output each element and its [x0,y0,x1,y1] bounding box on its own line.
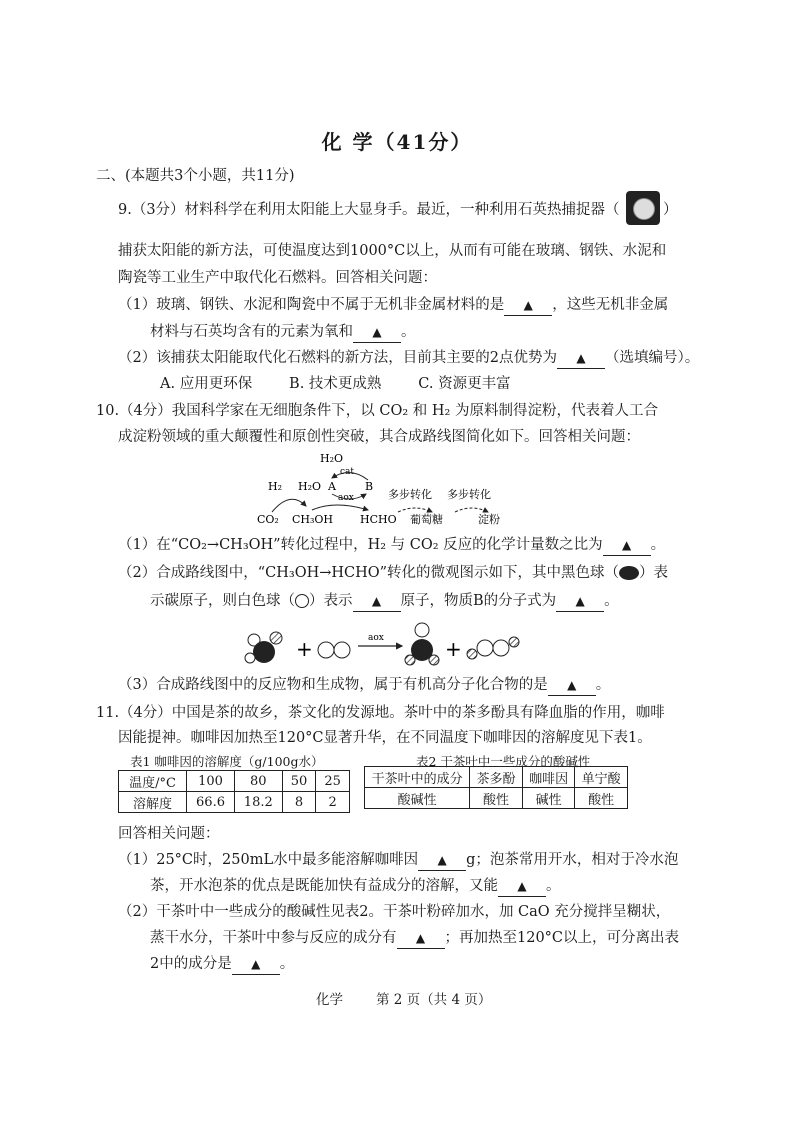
blank-marker: ▲ [372,325,382,339]
q11-part2-line3 [150,954,294,975]
q10-p2-text5: 原子，物质B的分子式为 [400,593,557,609]
diagram-arrow-step1 [398,508,432,512]
q10-part2-line2 [150,591,619,612]
q10-p2-text: （2）合成路线图中，“CH₃OH→HCHO”转化的微观图示如下，其中黑色球（ [118,565,620,581]
blank-marker: ▲ [523,298,533,312]
blank-marker: ▲ [251,957,261,971]
q9-p1-text3: 材料与石英均含有的元素为氧和 [150,324,353,340]
carbon-atom-icon [619,566,639,580]
micro-aox-label: aox [368,633,384,643]
table-cell: 100 [187,771,235,792]
q10-p2-text4: ）表示 [309,593,353,609]
q11-part2-line1: （2）干茶叶中一些成分的酸碱性见表2。干茶叶粉碎加水，加 CaO 充分搅拌呈糊状， [118,904,671,920]
q9-p1-text2: ，这些无机非金属 [552,297,669,313]
q11-answer-intro: 回答相关问题： [118,826,220,842]
diagram-step2: 多步转化 [447,488,491,501]
diagram-starch: 淀粉 [478,513,500,526]
diagram-aox: aox [338,493,354,503]
q9-p1-text4: 。 [401,324,416,340]
q11-p1-text2: g；泡茶常用开水，相对于冷水泡 [466,852,679,868]
q11-line2: 因能提神。咖啡因加热至120°C显著升华，在不同温度下咖啡因的溶解度见下表1。 [118,730,652,746]
q10-p3-text2: 。 [595,677,611,693]
table-row [365,788,628,809]
q10-p3-text: （3）合成路线图中的反应物和生成物，属于有机高分子化合物的是 [118,677,548,693]
q10-p2-text6: 。 [604,593,619,609]
q10-p2-text3: 示碳原子，则白色球（ [150,593,295,609]
white-atom-icon [295,594,309,608]
blank-marker: ▲ [567,678,577,692]
answer-blank[interactable] [557,348,605,369]
q11-part1-line1 [118,850,678,871]
q10-p1-text: （1）在“CO₂→CH₃OH”转化过程中，H₂ 与 CO₂ 反应的化学计量数之比为 [118,537,603,553]
q9-options: A. 应用更环保 B. 技术更成熟 C. 资源更丰富 [160,376,511,392]
table-cell: 2 [316,792,350,813]
q11-p2-text4: 。 [279,956,295,972]
table-cell: 80 [234,771,282,792]
q9-line1: 9.（3分）材料科学在利用太阳能上大显身手。最近，一种利用石英热捕捉器（ [118,202,620,218]
table-cell: 干茶叶中的成分 [365,767,470,788]
table1-caption: 表1 咖啡因的溶解度（g/100g水） [130,754,324,769]
diagram-arrow-co2 [272,499,306,512]
q10-line1: 10.（4分）我国科学家在无细胞条件下，以 CO₂ 和 H₂ 为原料制得淀粉，代表着人工合 [96,403,658,419]
diagram-a: A [328,480,336,493]
q9-part1-line1 [118,295,668,316]
q9-p2-text2: （选填编号）。 [604,350,700,366]
diagram-h2o-top: H₂O [320,452,344,465]
diagram-glucose: 葡萄糖 [410,513,443,526]
blank-marker: ▲ [575,594,585,608]
table-cell: 8 [282,792,316,813]
q9-line1-end: ） [663,202,678,218]
q11-part1-line2 [150,876,561,897]
diagram-step1: 多步转化 [388,488,432,501]
table-cell: 25 [316,771,350,792]
table-cell: 茶多酚 [470,767,523,788]
answer-blank[interactable] [498,876,546,897]
table-cell: 66.6 [187,792,235,813]
blank-marker: ▲ [576,351,586,365]
table-row [119,792,350,813]
q11-p1-text4: 。 [546,878,561,894]
blank-marker: ▲ [415,931,426,945]
q10-line2: 成淀粉领域的重大颠覆性和原创性突破，其合成路线图简化如下。回答相关问题： [118,429,640,445]
answer-blank[interactable] [353,322,401,343]
answer-blank[interactable] [418,850,466,871]
q10-part1 [118,535,665,556]
diagram-arrow-ch3oh [312,505,368,510]
table-cell: 溶解度 [119,792,187,813]
blank-marker: ▲ [517,879,527,893]
q9-p1-text: （1）玻璃、钢铁、水泥和陶瓷中不属于无机非金属材料的是 [118,297,505,313]
diagram-arrow-step2 [455,508,488,512]
plus-sign: + [445,637,462,661]
diagram-co2: CO₂ [257,513,279,526]
q11-p1-text3: 茶，开水泡茶的优点是既能加快有益成分的溶解，又能 [150,878,498,894]
table-cell: 碱性 [522,788,575,809]
table-cell: 酸性 [575,788,628,809]
blank-marker: ▲ [622,538,632,552]
synthesis-route-diagram [250,448,520,530]
q10-part3 [118,675,610,696]
table2-caption: 表2 干茶叶中一些成分的酸碱性 [416,754,591,769]
answer-blank[interactable] [353,591,401,612]
q11-p2-text2: ；再加热至120°C以上，可分离出表 [444,930,680,946]
blank-marker: ▲ [437,853,447,867]
q9-line2: 捕获太阳能的新方法，可使温度达到1000°C以上，从而有可能在玻璃、钢铁、水泥和 [118,243,667,259]
table2-acidity [364,766,628,809]
table-row [365,767,628,788]
q9-part2 [118,348,699,369]
table1-solubility [118,770,350,813]
table-cell: 温度/°C [119,771,187,792]
diagram-ch3oh: CH₃OH [292,513,334,526]
table-cell: 18.2 [234,792,282,813]
table-cell: 50 [282,771,316,792]
methanol-molecule [245,632,282,663]
answer-blank[interactable] [548,675,596,696]
table-row [119,771,350,792]
q10-p2-text2: ）表 [639,565,669,581]
hydrogen-peroxide-molecule [467,637,519,659]
answer-blank[interactable] [603,535,651,556]
q9-part1-line2 [150,322,416,343]
diagram-h2o: H₂O [298,480,322,493]
answer-blank[interactable] [397,928,445,949]
micro-reaction-diagram [240,620,530,670]
q11-p2-text3: 2中的成分是 [150,956,232,972]
diagram-cat: cat [340,467,355,477]
oxygen-molecule [318,642,350,658]
quartz-heat-trap-icon [626,191,660,225]
q9-p2-text: （2）该捕获太阳能取代化石燃料的新方法，目前其主要的2点优势为 [118,350,557,366]
answer-blank[interactable] [504,295,552,316]
diagram-hcho: HCHO [360,513,397,526]
footer-page-number: 第 2 页（共 4 页） [376,992,492,1008]
table-cell: 酸碱性 [365,788,470,809]
diagram-h2: H₂ [268,480,283,493]
q11-p1-text: （1）25°C时，250mL水中最多能溶解咖啡因 [118,852,419,868]
q11-line1: 11.（4分）中国是茶的故乡，茶文化的发源地。茶叶中的茶多酚具有降血脂的作用，咖啡 [96,705,665,721]
table-cell: 咖啡因 [522,767,575,788]
q9-line3: 陶瓷等工业生产中取代化石燃料。回答相关问题： [118,270,437,286]
q10-p1-text2: 。 [650,537,666,553]
q11-p2-text: 蒸干水分，干茶叶中参与反应的成分有 [150,930,397,946]
blank-marker: ▲ [371,594,382,608]
formaldehyde-molecule [405,623,439,665]
table-cell: 酸性 [470,788,523,809]
table-cell: 单宁酸 [575,767,628,788]
diagram-b: B [365,480,374,493]
footer-subject: 化学 [316,992,343,1008]
q10-part2-line1 [118,563,668,583]
answer-blank[interactable] [232,954,280,975]
section-heading: 二、(本题共3个小题，共11分) [96,168,295,184]
plus-sign: + [296,637,313,661]
answer-blank[interactable] [556,591,604,612]
page-title: 化 学（41分） [321,130,473,154]
q11-part2-line2 [150,928,679,949]
